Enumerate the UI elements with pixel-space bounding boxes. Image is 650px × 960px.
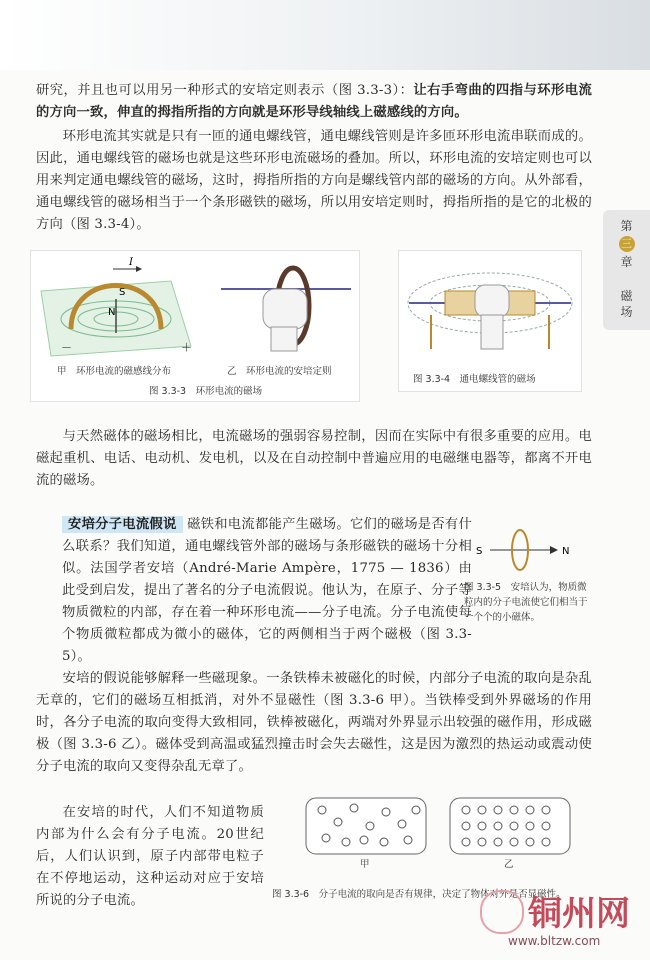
chapter-tab-char: 第	[620, 219, 633, 233]
figure-3-3-3	[30, 250, 360, 402]
north-pole-label: N	[108, 307, 116, 318]
watermark-url: www.bltzw.com	[508, 934, 601, 948]
figure-3-3-4	[398, 250, 582, 392]
hand-icon	[475, 285, 509, 317]
chapter-title-char: 场	[620, 305, 633, 319]
paragraph-history: 在安培的时代，人们不知道物质内部为什么会有分子电流。20世纪后，人们认识到，原子内部带电粒子在不停地运动，这种运动对应于安培所说的分子电流。	[36, 805, 264, 908]
watermark-logo-icon	[480, 890, 524, 934]
wrist	[481, 315, 503, 349]
molecular-current-illustration	[456, 518, 592, 578]
figure-3-3-3-caption: 图 3.3-3 环形电流的磁场	[149, 386, 263, 397]
plus-terminal-label: ＋	[181, 341, 192, 354]
figure-3-3-5	[456, 518, 592, 638]
top-banner	[0, 0, 650, 70]
figure-3-3-4-caption: 图 3.3-4 通电螺线管的磁场	[413, 374, 536, 385]
paragraph-ampere-hypothesis	[62, 514, 472, 668]
chapter-tab	[603, 210, 650, 330]
minus-terminal-label: －	[61, 341, 72, 354]
chapter-tab-char: 章	[620, 255, 633, 269]
figure-3-3-6-sub-a: 甲	[360, 859, 370, 870]
figure-3-3-3-sub-a: 甲 环形电流的磁感线分布	[57, 366, 172, 377]
paragraph-solenoid: 环形电流其实就是只有一匝的通电螺线管，通电螺线管则是许多匝环形电流串联而成的。因此，通电螺线管的磁场也就是这些环形电流磁场的叠加。所以，环形电流的安培定则也可以用来判定通电螺线管的磁场，这时，拇指所指的方向是螺线管内部的磁场的方向。从外部看，通电螺线管的磁场相当于一个条形磁铁的磁场，所以用安培定则时，拇指所指的是它的北极的方向（图 3.3-4）。	[36, 129, 592, 232]
rule-statement: 让右手弯曲的四指与环形电流的方向一致，伸直的拇指所指的方向就是环形导线轴线上磁感线的方向。	[36, 83, 592, 120]
solenoid-illustration	[399, 251, 581, 361]
paragraph-ampere-rule	[36, 80, 592, 124]
north-pole-label: N	[562, 546, 570, 557]
paragraph-text: 研究，并且也可以用另一种形式的安培定则表示（图 3.3-3）：	[36, 83, 414, 98]
figure-3-3-3-sub-b: 乙 环形电流的安培定则	[227, 366, 332, 377]
figure-3-3-6	[272, 792, 590, 900]
current-label: I	[129, 257, 133, 268]
figure-3-3-5-caption: 图 3.3-5 安培认为，物质微粒内的分子电流使它们相当于一个个的小磁体。	[464, 582, 588, 623]
chapter-title-char: 磁	[620, 289, 633, 303]
wrist	[271, 327, 297, 351]
section-heading: 安培分子电流假说	[62, 516, 183, 533]
figure-3-3-6-caption: 图 3.3-6 分子电流的取向是否有规律，决定了物体对外是否显磁性。	[272, 889, 566, 900]
figure-3-3-6-sub-b: 乙	[504, 859, 514, 870]
chapter-number-badge: 三	[619, 236, 635, 252]
paragraph-applications: 与天然磁体的磁场相比，电流磁场的强弱容易控制，因而在实际中有很多重要的应用。电磁起重机、电话、电动机、发电机，以及在自动控制中普遍应用的电磁继电器等，都离不开电流的磁场。	[36, 429, 592, 488]
paragraph-explanation: 安培的假说能够解释一些磁现象。一条铁棒未被磁化的时候，内部分子电流的取向是杂乱无章的，它们的磁场互相抵消，对外不显磁性（图 3.3-6 甲）。当铁棒受到外界磁场的作用时，各分子电流的取向变得大致相同，铁棒被磁化，两端对外界显示出较强的磁作用，形成磁极（图 3.3-6 乙）。磁体受到高温或猛烈撞击时会失去磁性，这是因为激烈的热运动或震动使分子电流的取向又变得杂乱无章了。	[36, 671, 592, 774]
south-pole-label: S	[476, 546, 483, 557]
watermark-name: 铜州网	[528, 894, 630, 934]
north-arrow	[550, 546, 558, 554]
molecular-currents-illustration	[272, 792, 590, 872]
ring-current-illustration	[31, 251, 359, 401]
paragraph-text: 磁铁和电流都能产生磁场。它们的磁场是否有什么联系？我们知道，通电螺线管外部的磁场与条形磁铁的磁场十分相似。法国学者安培（André-Marie Ampère，1775 — 1836）由此受到启发，提出了著名的分子电流假说。他认为，在原子、分子等物质微粒的内部，存在着一种环形电流——分子电流。分子电流使每个物质微粒都成为微小的磁体，它的两侧相当于两个磁极（图 3.3-5）。	[62, 517, 473, 664]
hand-icon	[263, 289, 307, 329]
south-pole-label: S	[119, 287, 126, 298]
